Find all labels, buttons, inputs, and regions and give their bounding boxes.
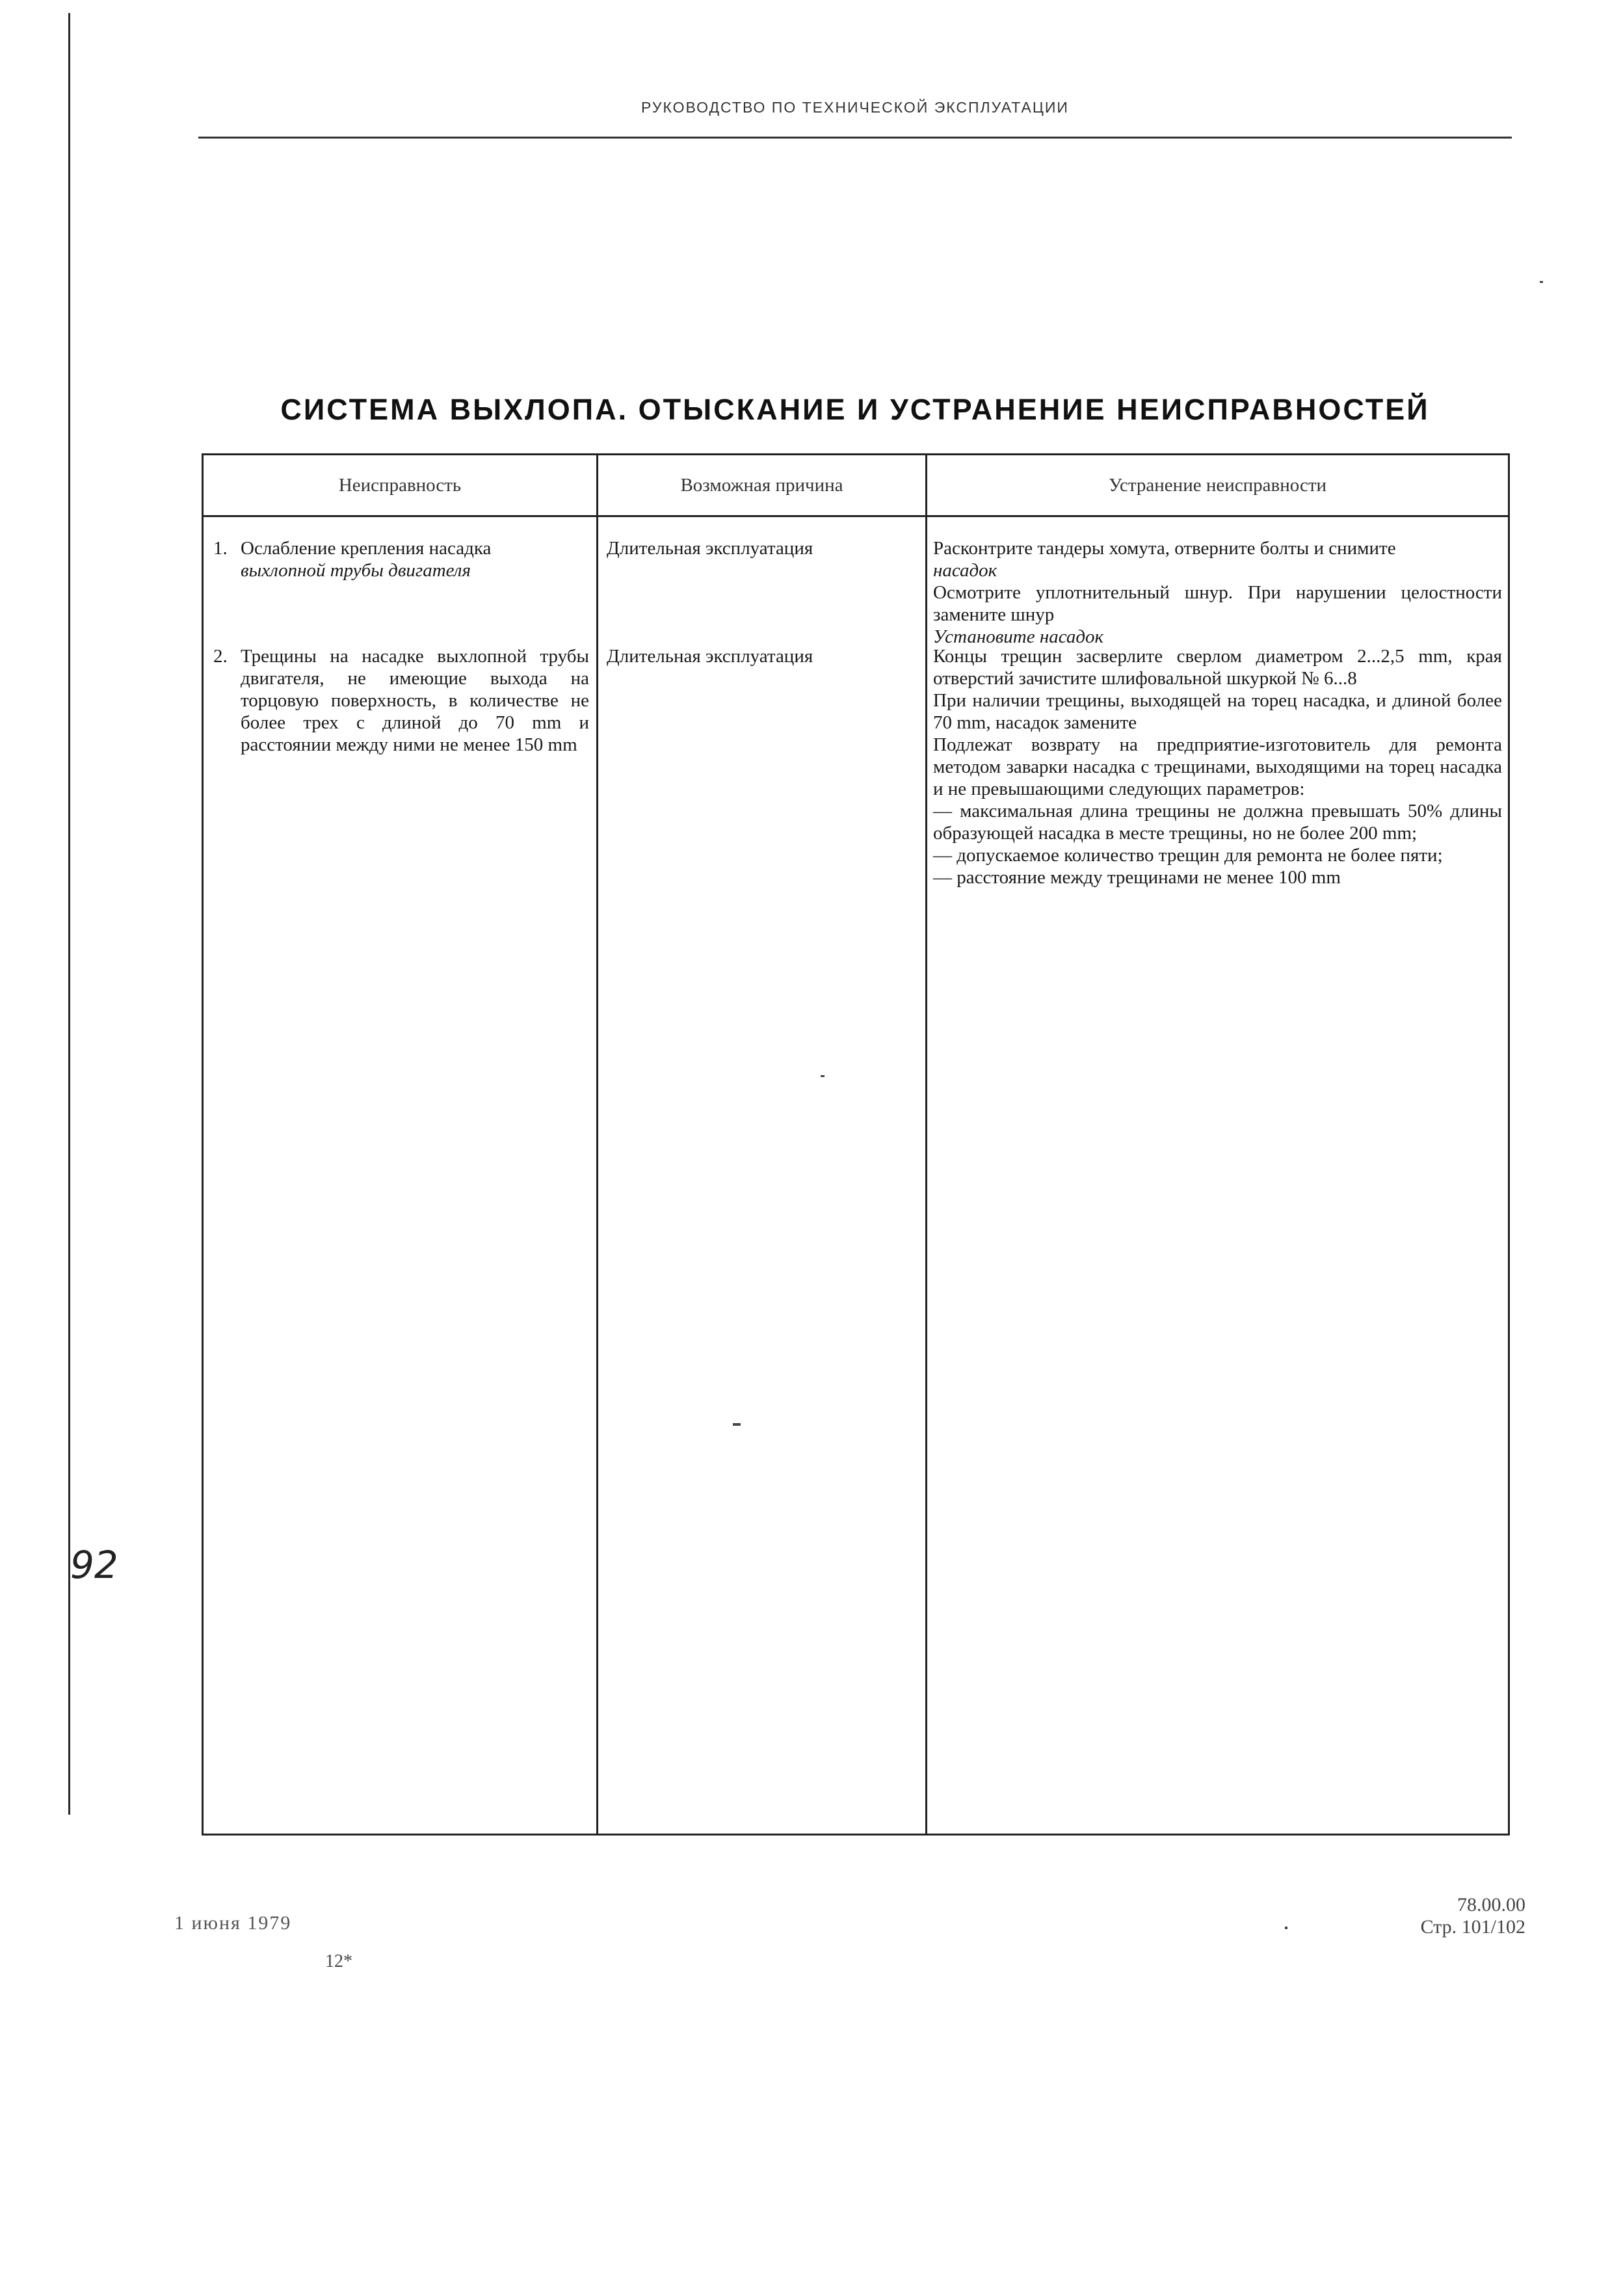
table-row-1-remedy: [933, 537, 1502, 648]
fault-text: Трещины на насадке выхлопной трубы двигателя, не имеющие выхода на торцовую поверхность, в количестве не более трех с длиной до 70 mm и расстоянии между ними не менее 150 mm: [241, 646, 589, 755]
table-row-2-cause: Длительная эксплуатация: [607, 646, 813, 667]
fault-text: выхлопной трубы двигателя: [241, 560, 471, 581]
remedy-step: — расстояние между трещинами не менее 100 mm: [933, 867, 1341, 888]
table-row-1-cause: Длительная эксплуатация: [607, 538, 813, 559]
remedy-step: Установите насадок: [933, 626, 1104, 647]
remedy-step: При наличии трещины, выходящей на торец насадка, и длиной более 70 mm, насадок замените: [933, 690, 1502, 733]
header-divider: [204, 515, 1508, 517]
scan-speck: [733, 1423, 741, 1426]
handwritten-page-number: 92: [70, 1543, 118, 1587]
remedy-step: Расконтрите тандеры хомута, отверните болты и снимите: [933, 538, 1396, 559]
page-number: Стр. 101/102: [1420, 1916, 1525, 1938]
fault-text: Ослабление крепления насадка: [241, 538, 492, 559]
remedy-step: Осмотрите уплотнительный шнур. При нарушении целостности замените шнур: [933, 582, 1502, 625]
table-row-2-remedy: [933, 645, 1502, 888]
remedy-step: Концы трещин засверлите сверлом диаметром 2...2,5 mm, края отверстий зачистите шлифовальной шкуркой № 6...8: [933, 646, 1502, 689]
table-row-1-fault: [213, 537, 589, 581]
page-reference: [1421, 1894, 1525, 1938]
remedy-step: насадок: [933, 560, 997, 581]
section-title: СИСТЕМА ВЫХЛОПА. ОТЫСКАНИЕ И УСТРАНЕНИЕ НЕИСПРАВНОСТЕЙ: [280, 393, 1430, 426]
column-header-remedy: Устранение неисправности: [1108, 475, 1327, 496]
column-header-cause: Возможная причина: [680, 475, 843, 496]
remedy-step: — допускаемое количество трещин для ремонта не более пяти;: [933, 845, 1443, 866]
row-number: 1.: [213, 538, 228, 559]
scan-speck: [821, 1075, 825, 1077]
document-code: 78.00.00: [1457, 1894, 1525, 1916]
header-rule: [198, 137, 1512, 139]
running-header: РУКОВОДСТВО ПО ТЕХНИЧЕСКОЙ ЭКСПЛУАТАЦИИ: [641, 99, 1069, 116]
row-number: 2.: [213, 646, 228, 667]
column-divider: [925, 455, 927, 1834]
issue-date: 1 июня 1979: [174, 1912, 292, 1934]
table-row-2-fault: [213, 645, 589, 756]
column-divider: [596, 455, 598, 1834]
column-header-fault: Неисправность: [338, 475, 462, 496]
sheet-mark: 12*: [325, 1951, 352, 1971]
troubleshooting-table: [202, 453, 1510, 1835]
scan-speck: [1540, 281, 1543, 283]
remedy-step: — максимальная длина трещины не должна превышать 50% длины образующей насадка в месте трещины, но не более 200 mm;: [933, 801, 1502, 844]
remedy-step: Подлежат возврату на предприятие-изготовитель для ремонта методом заварки насадка с трещинами, выходящими на торец насадка и не превышающими следующих параметров:: [933, 734, 1502, 799]
scan-speck: [1285, 1927, 1287, 1929]
